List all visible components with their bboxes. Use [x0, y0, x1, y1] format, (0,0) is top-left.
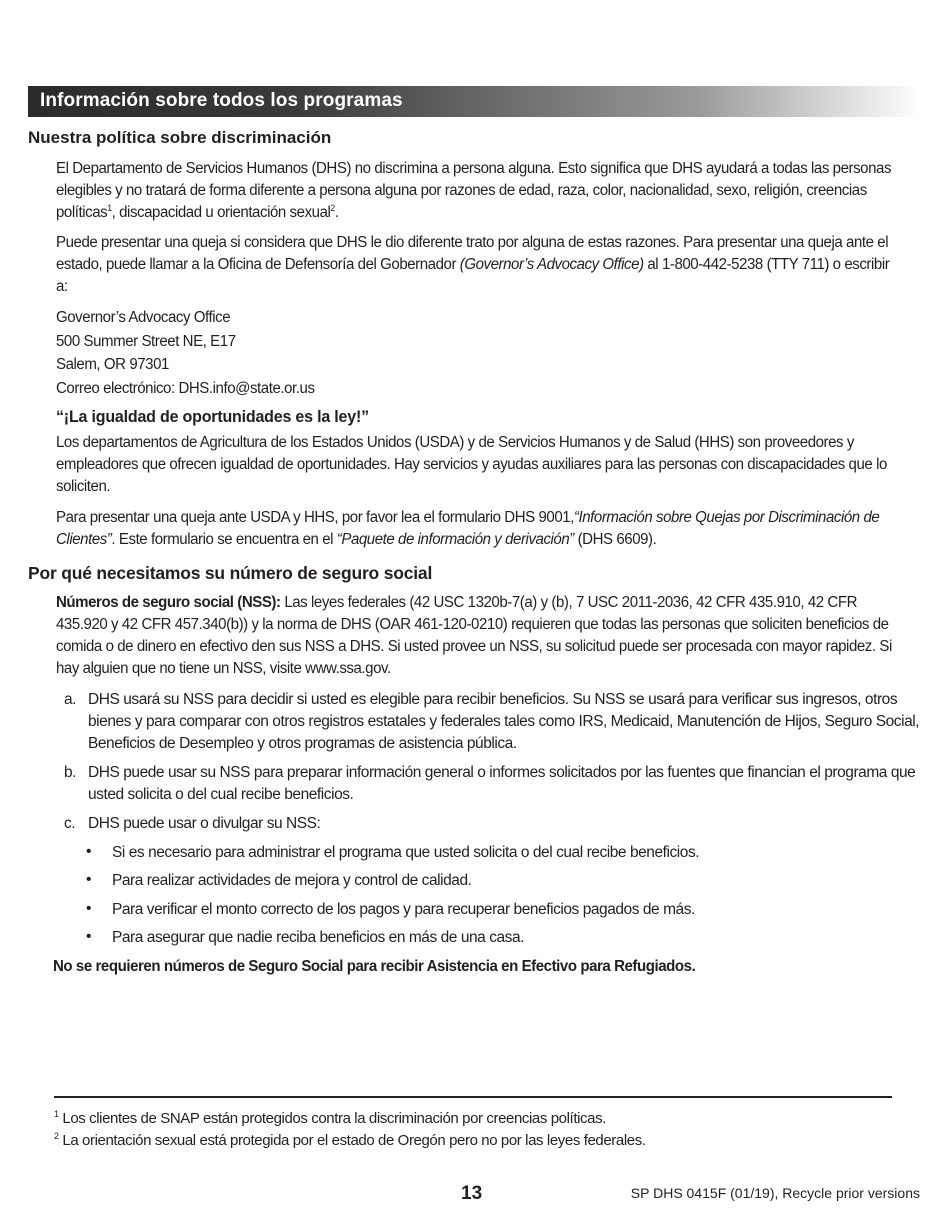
- discrimination-paragraph: El Departamento de Servicios Humanos (DHS) no discrimina a persona alguna. Esto significa que DHS ayudará a todas las personas elegibles y no tratará de forma diferente a persona alguna por razones de edad, raza, color, nacionalidad, sexo, religión, creencias políticas$^1$, discapacidad u orientación sexual$^2$.: [56, 160, 892, 221]
- footnote-1: $^1$ Los clientes de SNAP están protegidos contra la discriminación por creencias políticas.: [54, 1109, 606, 1127]
- equality-paragraph: Los departamentos de Agricultura de los Estados Unidos (USDA) y de Servicios Humanos y de Salud (HHS) son proveedores y empleadores que ofrecen igualdad de oportunidades. Hay servicios y ayudas auxiliares para las personas con discapacidades que lo soliciten.: [56, 434, 887, 495]
- page-number: 13: [461, 1183, 483, 1204]
- form-code: SP DHS 0415F (01/19), Recycle prior versions: [630, 1185, 920, 1201]
- bullet-marker: •: [86, 843, 91, 860]
- ssn-intro: Números de seguro social (NSS): Las leyes federales (42 USC 1320b-7(a) y (b), 7 USC 2011-2036, 42 CFR 435.910, 42 CFR 435.920 y 42 CFR 457.340(b)) y la norma de DHS (OAR 461-120-0210) requieren que todas las personas que soliciten beneficios de comida o de dinero en efectivo den sus NSS a DHS. Si usted provee un NSS, su solicitud puede ser procesada con mayor rapidez. Si hay alguien que no tiene un NSS, visite www.ssa.gov.: [56, 594, 892, 677]
- address-line: 500 Summer Street NE, E17: [56, 332, 236, 350]
- section-title: Información sobre todos los programas: [40, 90, 403, 111]
- footnote-ref-1: 1: [107, 202, 112, 213]
- complaint-paragraph: Puede presentar una queja si considera que DHS le dio diferente trato por alguna de estas razones. Para presentar una queja ante el estado, puede llamar a la Oficina de Defensoría del Gobernador (Governor’s Advocacy Office) al 1-800-442-5238 (TTY 711) o escribir a:: [56, 234, 890, 295]
- address-line: Governor’s Advocacy Office: [56, 309, 231, 326]
- discrimination-heading: Nuestra política sobre discriminación: [28, 128, 332, 147]
- usda-complaint-paragraph: Para presentar una queja ante USDA y HHS, por favor lea el formulario DHS 9001,“Información sobre Quejas por Discriminación de Clientes”. Este formulario se encuentra en el “Paquete de información y derivación” (DHS 6609).: [56, 509, 880, 548]
- equality-heading: “¡La igualdad de oportunidades es la ley!”: [56, 408, 369, 426]
- ssn-heading: Por qué necesitamos su número de seguro social: [28, 563, 433, 583]
- address-line: Salem, OR 97301: [56, 356, 169, 373]
- address-email: Correo electrónico: DHS.info@state.or.us: [56, 379, 315, 397]
- bullet-marker: •: [86, 900, 91, 917]
- footnote-2: $^2$ La orientación sexual está protegida por el estado de Oregón pero no por las leyes federales.: [54, 1131, 646, 1149]
- footnote-divider: [54, 1096, 892, 1098]
- refugee-note: No se requieren números de Seguro Social para recibir Asistencia en Efectivo para Refugiados.: [53, 958, 696, 975]
- bullet-marker: •: [86, 871, 91, 888]
- bullet-marker: •: [86, 928, 91, 945]
- footnote-ref-2: 2: [330, 202, 335, 213]
- mailing-address: [56, 306, 896, 400]
- section-banner: [28, 86, 920, 117]
